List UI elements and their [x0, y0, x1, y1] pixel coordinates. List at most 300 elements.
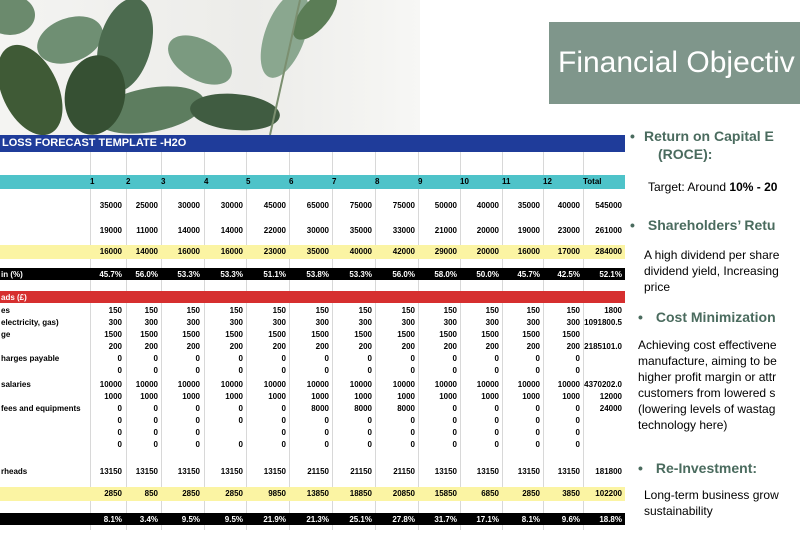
table-cell: 51.1% — [263, 270, 286, 279]
table-cell: 200 — [272, 342, 286, 351]
table-cell: 10000 — [476, 380, 499, 389]
table-cell: 23000 — [263, 247, 286, 256]
bullet-text-cost-3: higher profit margin or attr — [638, 370, 777, 384]
table-row — [0, 292, 625, 304]
table-cell: 0 — [575, 404, 580, 413]
bullet-text-cost-5: (lowering levels of wastag — [638, 402, 776, 416]
table-cell: 150 — [186, 306, 200, 315]
table-cell: 20850 — [392, 489, 415, 498]
bullet-text-cost-6: technology here) — [638, 418, 728, 432]
table-cell: 1000 — [354, 392, 372, 401]
table-cell: 0 — [494, 366, 499, 375]
table-cell: 33000 — [392, 226, 415, 235]
month-header-cell: 6 — [289, 177, 294, 186]
table-cell: 1000 — [268, 392, 286, 401]
table-cell: 21150 — [393, 467, 415, 476]
table-cell: 11000 — [136, 226, 158, 235]
table-cell: 0 — [153, 354, 158, 363]
table-cell: 13150 — [135, 467, 158, 476]
table-cell: 0 — [281, 440, 286, 449]
table-cell: 1500 — [481, 330, 499, 339]
table-cell: 21150 — [307, 467, 329, 476]
bullet-text-shareholders-2: dividend yield, Increasing — [644, 264, 779, 278]
table-cell: 0 — [195, 354, 200, 363]
table-cell: 1500 — [397, 330, 415, 339]
table-cell: 1500 — [140, 330, 158, 339]
table-cell: 181800 — [595, 467, 622, 476]
table-cell: 150 — [272, 306, 286, 315]
table-cell: 0 — [452, 366, 457, 375]
table-cell: 300 — [108, 318, 122, 327]
table-cell: 9850 — [268, 489, 286, 498]
table-cell: 300 — [485, 318, 499, 327]
table-cell: 0 — [153, 404, 158, 413]
table-cell: 0 — [195, 404, 200, 413]
table-cell: 150 — [144, 306, 158, 315]
table-cell: 16000 — [220, 247, 243, 256]
table-cell: 300 — [315, 318, 329, 327]
month-header-cell: 9 — [418, 177, 423, 186]
table-cell: 16000 — [517, 247, 540, 256]
table-cell: 150 — [485, 306, 499, 315]
table-cell: 29000 — [434, 247, 457, 256]
table-cell: 8.1% — [103, 515, 122, 524]
table-row — [0, 403, 625, 415]
table-cell: 0 — [153, 366, 158, 375]
table-cell: 0 — [452, 428, 457, 437]
table-cell: 0 — [324, 416, 329, 425]
table-cell: 0 — [281, 366, 286, 375]
table-cell: 1000 — [439, 392, 457, 401]
table-cell: 1000 — [225, 392, 243, 401]
table-cell: 0 — [410, 366, 415, 375]
table-cell: 25.1% — [349, 515, 372, 524]
table-row — [0, 317, 625, 329]
row-label — [0, 439, 89, 451]
table-cell: 10000 — [263, 380, 286, 389]
table-cell: 1500 — [311, 330, 329, 339]
profit-loss-table — [0, 135, 625, 530]
table-cell: 16000 — [99, 247, 122, 256]
table-cell: 6850 — [481, 489, 499, 498]
table-cell — [246, 292, 289, 304]
table-cell: 200 — [485, 342, 499, 351]
table-cell: 65000 — [306, 201, 329, 210]
table-cell — [418, 292, 460, 304]
table-cell — [583, 292, 625, 304]
row-label — [0, 200, 89, 212]
table-cell: 17000 — [557, 247, 580, 256]
table-cell: 31.7% — [434, 515, 457, 524]
table-cell: 53.3% — [349, 270, 372, 279]
month-header-cell: 10 — [460, 177, 469, 186]
table-cell: 0 — [367, 354, 372, 363]
table-cell: 0 — [452, 404, 457, 413]
table-cell: 0 — [410, 416, 415, 425]
table-cell: 21.9% — [263, 515, 286, 524]
table-cell: 1500 — [354, 330, 372, 339]
table-cell: 21.3% — [306, 515, 329, 524]
table-cell: 8000 — [354, 404, 372, 413]
table-cell: 19000 — [517, 226, 540, 235]
month-header-cell: 1 — [90, 177, 95, 186]
table-cell: 0 — [238, 366, 243, 375]
table-cell: 40000 — [349, 247, 372, 256]
table-cell: 52.1% — [599, 270, 622, 279]
table-cell: 19000 — [99, 226, 122, 235]
table-cell: 200 — [108, 342, 122, 351]
table-cell: 0 — [452, 354, 457, 363]
table-cell: 0 — [535, 366, 540, 375]
table-cell: 1500 — [268, 330, 286, 339]
row-label: ads (£) — [1, 293, 27, 302]
table-cell: 300 — [401, 318, 415, 327]
bullet-heading-reinvestment: • Re-Investment: — [638, 460, 758, 476]
table-cell: 1091800.5 — [584, 318, 622, 327]
objectives-list — [630, 118, 800, 540]
table-cell: 200 — [443, 342, 457, 351]
bullet-text-roce: Target: Around 10% - 20 — [648, 180, 778, 194]
table-cell — [460, 292, 502, 304]
row-label — [0, 246, 89, 258]
table-cell: 42.5% — [557, 270, 580, 279]
table-cell: 300 — [229, 318, 243, 327]
table-cell: 284000 — [595, 247, 622, 256]
table-cell: 9.5% — [224, 515, 243, 524]
table-cell: 200 — [358, 342, 372, 351]
table-cell: 13150 — [434, 467, 457, 476]
table-row — [0, 341, 625, 353]
table-cell: 56.0% — [392, 270, 415, 279]
table-cell: 13150 — [220, 467, 243, 476]
table-cell: 0 — [575, 416, 580, 425]
table-cell: 1000 — [311, 392, 329, 401]
table-cell: 0 — [195, 440, 200, 449]
table-cell: 10000 — [349, 380, 372, 389]
table-cell — [583, 329, 625, 341]
table-cell — [583, 427, 625, 439]
table-cell: 45000 — [263, 201, 286, 210]
table-cell: 0 — [410, 354, 415, 363]
row-label: salaries — [1, 380, 31, 389]
table-row — [0, 439, 625, 451]
table-cell: 300 — [443, 318, 457, 327]
table-cell: 22000 — [263, 226, 286, 235]
table-cell: 200 — [566, 342, 580, 351]
table-cell: 1500 — [225, 330, 243, 339]
table-cell: 0 — [535, 428, 540, 437]
table-cell: 10000 — [306, 380, 329, 389]
table-cell: 14000 — [220, 226, 243, 235]
table-cell: 0 — [452, 416, 457, 425]
table-row — [0, 329, 625, 341]
table-cell: 13850 — [306, 489, 329, 498]
table-cell: 10000 — [177, 380, 200, 389]
table-cell: 30000 — [177, 201, 200, 210]
table-cell: 0 — [117, 366, 122, 375]
table-row — [0, 353, 625, 365]
table-cell: 0 — [117, 404, 122, 413]
table-cell: 0 — [575, 428, 580, 437]
table-cell: 0 — [575, 354, 580, 363]
table-cell: 0 — [410, 440, 415, 449]
row-label: in (%) — [1, 270, 23, 279]
table-cell: 9.6% — [561, 515, 580, 524]
row-label — [0, 225, 89, 237]
month-header-cell: 5 — [246, 177, 251, 186]
table-cell: 0 — [195, 366, 200, 375]
table-cell: 200 — [144, 342, 158, 351]
table-cell: 200 — [401, 342, 415, 351]
bullet-text-reinvestment-2: sustainability — [644, 504, 713, 518]
table-cell: 8.1% — [521, 515, 540, 524]
table-cell: 13150 — [263, 467, 286, 476]
bullet-heading-roce: • Return on Capital E — [630, 128, 774, 144]
table-cell: 0 — [575, 440, 580, 449]
table-cell: 0 — [281, 428, 286, 437]
table-row — [0, 427, 625, 439]
row-label — [0, 415, 89, 427]
table-cell: 150 — [229, 306, 243, 315]
table-cell: 14000 — [177, 226, 200, 235]
table-cell: 300 — [186, 318, 200, 327]
row-label — [0, 391, 89, 403]
row-label — [0, 514, 89, 526]
table-cell: 0 — [367, 416, 372, 425]
table-cell: 0 — [452, 440, 457, 449]
table-cell: 1500 — [182, 330, 200, 339]
table-cell: 850 — [144, 489, 158, 498]
row-label — [0, 341, 89, 353]
month-header-cell: 11 — [502, 177, 511, 186]
table-cell: 50000 — [434, 201, 457, 210]
table-cell: 2850 — [522, 489, 540, 498]
table-cell: 200 — [229, 342, 243, 351]
table-row — [0, 466, 625, 478]
table-cell: 18.8% — [599, 515, 622, 524]
table-cell: 0 — [535, 416, 540, 425]
bullet-text-cost-4: customers from lowered s — [638, 386, 776, 400]
table-cell: 1000 — [522, 392, 540, 401]
table-cell — [289, 292, 332, 304]
table-cell: 1500 — [439, 330, 457, 339]
table-cell — [126, 292, 161, 304]
table-cell: 1800 — [604, 306, 622, 315]
table-cell: 23000 — [557, 226, 580, 235]
table-cell: 0 — [324, 366, 329, 375]
table-cell: 35000 — [306, 247, 329, 256]
bullet-text-reinvestment-1: Long-term business grow — [644, 488, 779, 502]
table-cell: 200 — [315, 342, 329, 351]
table-cell: 35000 — [517, 201, 540, 210]
table-cell: 2185101.0 — [584, 342, 622, 351]
table-cell: 1500 — [522, 330, 540, 339]
row-label — [0, 427, 89, 439]
row-label: fees and equipments — [1, 404, 81, 413]
table-cell: 18850 — [349, 489, 372, 498]
table-row — [0, 225, 625, 237]
table-cell: 40000 — [476, 201, 499, 210]
table-cell: 8000 — [397, 404, 415, 413]
table-cell: 15850 — [434, 489, 457, 498]
table-row — [0, 391, 625, 403]
table-cell — [332, 292, 375, 304]
plant-photo — [0, 0, 420, 135]
table-cell — [161, 292, 203, 304]
table-cell: 102200 — [595, 489, 622, 498]
table-cell: 10000 — [220, 380, 243, 389]
table-cell: 300 — [526, 318, 540, 327]
table-row — [0, 379, 625, 391]
table-cell: 0 — [494, 354, 499, 363]
row-label: es — [1, 306, 10, 315]
table-cell: 10000 — [99, 380, 122, 389]
table-cell: 0 — [575, 366, 580, 375]
table-cell: 0 — [153, 440, 158, 449]
table-cell: 3850 — [562, 489, 580, 498]
month-header-cell: 4 — [204, 177, 209, 186]
table-cell: 13150 — [517, 467, 540, 476]
table-cell: 58.0% — [434, 270, 457, 279]
table-cell: 0 — [117, 440, 122, 449]
table-cell: 24000 — [599, 404, 622, 413]
table-cell: 1000 — [481, 392, 499, 401]
table-cell: 300 — [272, 318, 286, 327]
table-cell: 0 — [367, 428, 372, 437]
table-cell: 16000 — [177, 247, 200, 256]
table-cell: 45.7% — [99, 270, 122, 279]
table-cell: 0 — [410, 428, 415, 437]
bullet-text-cost-2: manufacture, aiming to be — [638, 354, 777, 368]
table-cell: 0 — [324, 354, 329, 363]
row-label: ge — [1, 330, 11, 339]
table-cell — [204, 427, 246, 439]
table-cell: 0 — [238, 404, 243, 413]
table-cell: 0 — [195, 428, 200, 437]
table-cell: 20000 — [476, 247, 499, 256]
table-row — [0, 488, 625, 500]
table-cell: 0 — [494, 416, 499, 425]
month-header-cell: 3 — [161, 177, 166, 186]
table-cell: 1000 — [397, 392, 415, 401]
table-cell: 27.8% — [392, 515, 415, 524]
table-cell: 40000 — [557, 201, 580, 210]
slide-title: Financial Objectiv — [549, 22, 800, 104]
table-row — [0, 365, 625, 377]
table-cell: 150 — [526, 306, 540, 315]
table-cell: 45.7% — [517, 270, 540, 279]
row-label — [0, 488, 89, 500]
plant-leaves-image — [0, 0, 420, 135]
bullet-heading-shareholders: • Shareholders’ Retu — [630, 217, 776, 233]
table-cell: 0 — [367, 440, 372, 449]
table-cell: 0 — [535, 440, 540, 449]
table-cell: 2850 — [104, 489, 122, 498]
table-cell: 4370202.0 — [584, 380, 622, 389]
table-cell: 13150 — [99, 467, 122, 476]
table-cell: 0 — [195, 416, 200, 425]
table-cell: 14000 — [135, 247, 158, 256]
table-cell: 300 — [566, 318, 580, 327]
table-cell: 0 — [238, 440, 243, 449]
table-row — [0, 514, 625, 526]
table-cell: 10000 — [135, 380, 158, 389]
table-cell: 150 — [401, 306, 415, 315]
table-cell: 0 — [238, 416, 243, 425]
table-cell: 35000 — [349, 226, 372, 235]
table-cell: 545000 — [595, 201, 622, 210]
table-cell: 20000 — [476, 226, 499, 235]
table-row — [0, 269, 625, 281]
table-cell: 10000 — [557, 380, 580, 389]
row-label: electricity, gas) — [1, 318, 59, 327]
table-cell: 300 — [144, 318, 158, 327]
table-cell: 25000 — [135, 201, 158, 210]
row-label — [0, 365, 89, 377]
table-cell: 53.3% — [177, 270, 200, 279]
table-cell: 0 — [535, 354, 540, 363]
table-cell: 21000 — [434, 226, 457, 235]
table-cell: 75000 — [349, 201, 372, 210]
table-cell — [583, 439, 625, 451]
table-cell — [583, 415, 625, 427]
table-row — [0, 246, 625, 258]
table-cell — [375, 292, 418, 304]
table-cell: 75000 — [392, 201, 415, 210]
table-cell: 0 — [117, 354, 122, 363]
table-cell: 2850 — [225, 489, 243, 498]
table-title: LOSS FORECAST TEMPLATE -H2O — [0, 135, 625, 152]
table-cell: 1500 — [104, 330, 122, 339]
table-cell: 30000 — [306, 226, 329, 235]
month-header-cell: 7 — [332, 177, 337, 186]
table-cell — [583, 365, 625, 377]
table-cell: 0 — [494, 404, 499, 413]
table-cell: 0 — [281, 354, 286, 363]
table-cell: 200 — [186, 342, 200, 351]
table-cell: 200 — [526, 342, 540, 351]
table-cell: 2850 — [182, 489, 200, 498]
table-cell — [543, 292, 583, 304]
table-cell: 1000 — [562, 392, 580, 401]
table-cell: 0 — [117, 416, 122, 425]
row-label: harges payable — [1, 354, 60, 363]
table-cell: 53.8% — [306, 270, 329, 279]
table-cell: 8000 — [311, 404, 329, 413]
table-cell: 0 — [238, 354, 243, 363]
table-cell: 0 — [117, 428, 122, 437]
table-cell: 3.4% — [139, 515, 158, 524]
table-cell: 1000 — [104, 392, 122, 401]
month-header-cell: 2 — [126, 177, 131, 186]
bullet-heading-roce-2: (ROCE): — [658, 146, 713, 162]
table-cell: 0 — [494, 428, 499, 437]
bullet-text-shareholders-3: price — [644, 280, 671, 294]
table-cell: 0 — [494, 440, 499, 449]
table-cell: 261000 — [595, 226, 622, 235]
table-cell: 0 — [281, 404, 286, 413]
row-label: rheads — [1, 467, 28, 476]
table-cell: 0 — [281, 416, 286, 425]
table-cell: 53.3% — [220, 270, 243, 279]
table-cell: 12000 — [599, 392, 622, 401]
table-cell: 1000 — [140, 392, 158, 401]
table-cell: 10000 — [392, 380, 415, 389]
table-cell: 42000 — [392, 247, 415, 256]
table-cell: 9.5% — [181, 515, 200, 524]
table-cell: 21150 — [350, 467, 372, 476]
table-cell: 300 — [358, 318, 372, 327]
